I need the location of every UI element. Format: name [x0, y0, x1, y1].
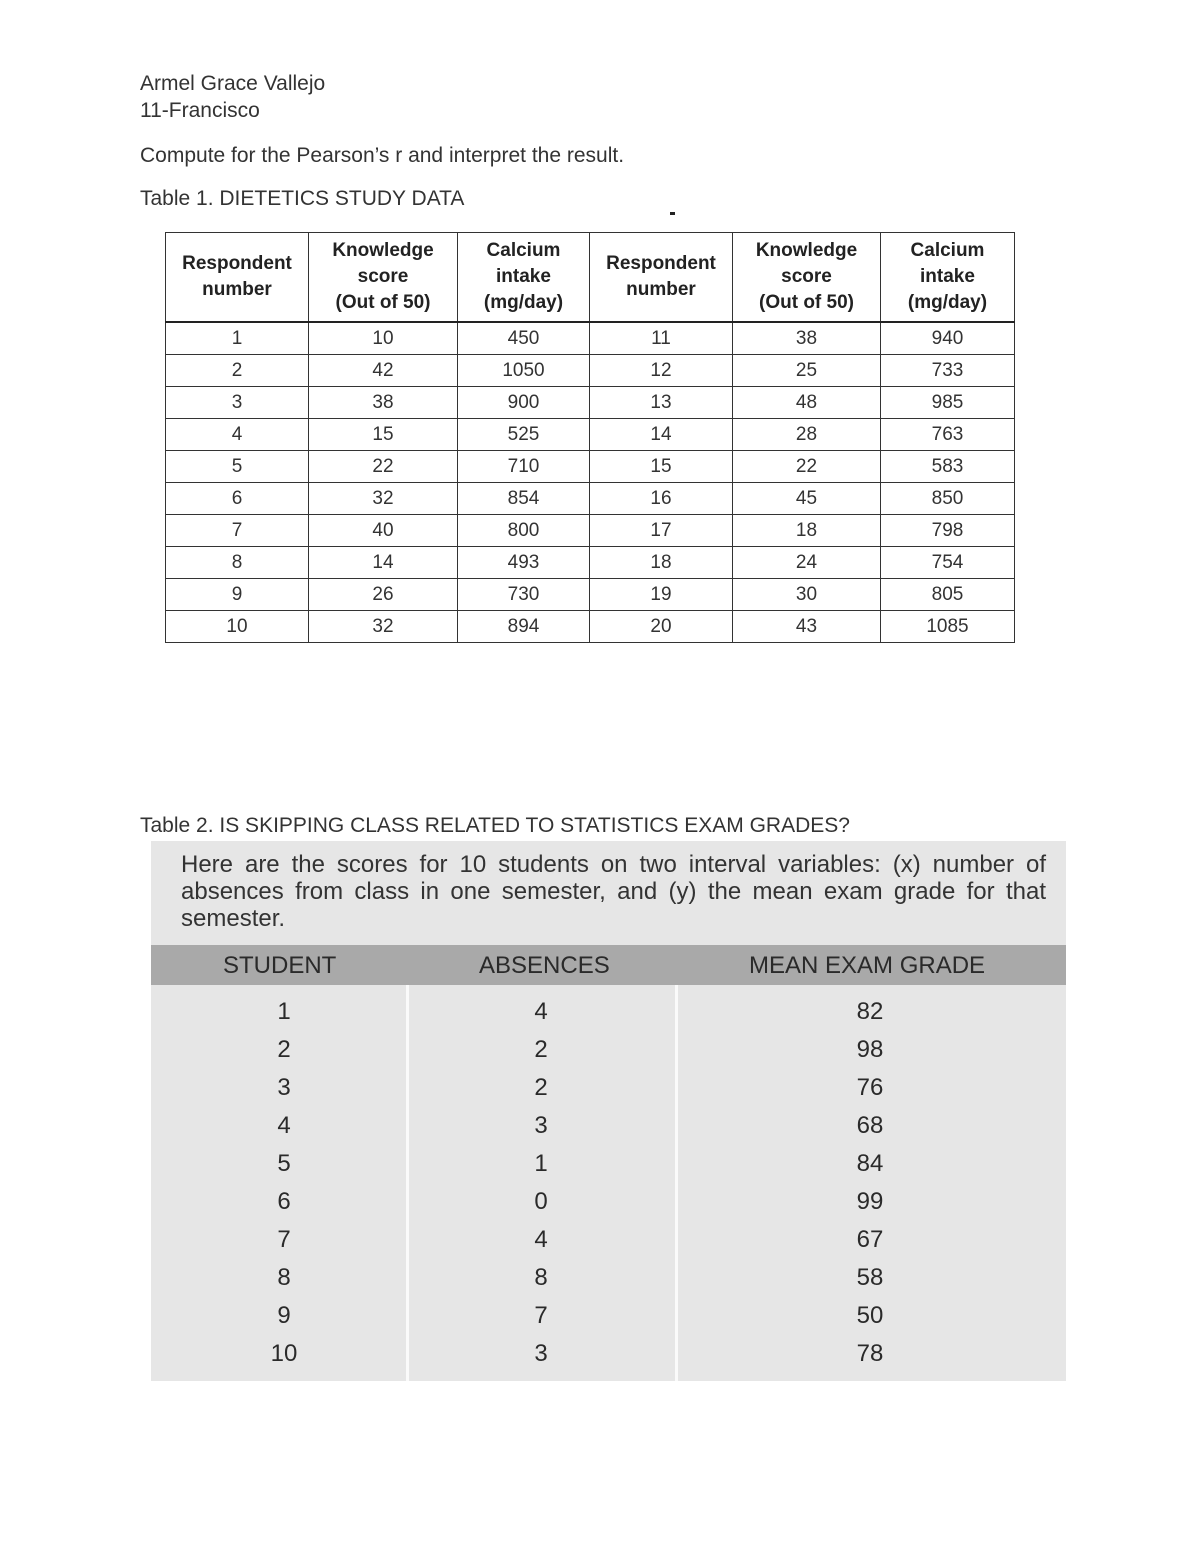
table1-header-cell: [881, 233, 1015, 323]
header-line: intake: [920, 266, 975, 287]
table-cell: 22: [733, 451, 881, 483]
header-line: Calcium: [910, 240, 985, 261]
table-cell: 2: [277, 1036, 291, 1063]
table-cell: 450: [458, 322, 590, 355]
table-cell: 98: [856, 1036, 884, 1063]
table-cell: 28: [733, 419, 881, 451]
table-cell: 493: [458, 547, 590, 579]
table-cell: 3: [166, 387, 309, 419]
table-cell: 43: [733, 611, 881, 643]
table-cell: 24: [733, 547, 881, 579]
table-cell: 5: [277, 1150, 291, 1177]
table-row: [166, 483, 1015, 515]
table2-caption: Table 2. IS SKIPPING CLASS RELATED TO STATISTICS EXAM GRADES?: [140, 814, 850, 837]
table-cell: 11: [590, 322, 733, 355]
table-row: [151, 1150, 1066, 1188]
table1-caption: Table 1. DIETETICS STUDY DATA: [140, 187, 465, 210]
table-cell: 45: [733, 483, 881, 515]
table-cell: 525: [458, 419, 590, 451]
table-cell: 19: [590, 579, 733, 611]
table-cell: 800: [458, 515, 590, 547]
table-cell: 82: [856, 998, 884, 1025]
table-cell: 1: [277, 998, 291, 1025]
header-absences: ABSENCES: [479, 952, 610, 979]
table-cell: 805: [881, 579, 1015, 611]
table-row: [151, 1188, 1066, 1226]
table-cell: 0: [534, 1188, 548, 1215]
table-cell: 4: [534, 998, 548, 1025]
table-cell: 22: [309, 451, 458, 483]
table-cell: 40: [309, 515, 458, 547]
table-cell: 1: [534, 1150, 548, 1177]
table-cell: 38: [733, 322, 881, 355]
table-cell: 84: [856, 1150, 884, 1177]
table-cell: 9: [277, 1302, 291, 1329]
table-row: [151, 1226, 1066, 1264]
table-cell: 798: [881, 515, 1015, 547]
table-cell: 12: [590, 355, 733, 387]
header-line: (Out of 50): [335, 292, 431, 313]
table-cell: 6: [166, 483, 309, 515]
table-cell: 940: [881, 322, 1015, 355]
table1-header-cell: [458, 233, 590, 323]
table1-header-cell: [733, 233, 881, 323]
table-cell: 710: [458, 451, 590, 483]
table-cell: 2: [534, 1074, 548, 1101]
table-cell: 38: [309, 387, 458, 419]
table-cell: 763: [881, 419, 1015, 451]
table-cell: 10: [270, 1340, 298, 1367]
header-line: Knowledge: [755, 240, 858, 261]
header-line: Knowledge: [332, 240, 434, 261]
header-line: score: [357, 266, 409, 287]
table-cell: 67: [856, 1226, 884, 1253]
header-line: (Out of 50): [759, 292, 854, 313]
table-cell: 7: [534, 1302, 548, 1329]
student-section: 11-Francisco: [140, 99, 260, 122]
table-row: [166, 547, 1015, 579]
table-cell: 8: [277, 1264, 291, 1291]
table-cell: 15: [590, 451, 733, 483]
header-line: (mg/day): [483, 292, 564, 313]
table-cell: 13: [590, 387, 733, 419]
table-row: [166, 579, 1015, 611]
table-cell: 4: [166, 419, 309, 451]
table-cell: 2: [534, 1036, 548, 1063]
table-cell: 733: [881, 355, 1015, 387]
table-cell: 1050: [458, 355, 590, 387]
table-row: [151, 1302, 1066, 1340]
table-cell: 2: [166, 355, 309, 387]
table-cell: 850: [881, 483, 1015, 515]
header-line: Respondent: [182, 253, 292, 274]
table-cell: 3: [277, 1074, 291, 1101]
table-cell: 7: [277, 1226, 291, 1253]
student-name: Armel Grace Vallejo: [140, 72, 326, 95]
table1-header-row: [166, 233, 1015, 323]
header-line: intake: [496, 266, 551, 287]
table-row: [151, 1036, 1066, 1074]
table-cell: 17: [590, 515, 733, 547]
table-cell: 68: [856, 1112, 884, 1139]
table-cell: 18: [733, 515, 881, 547]
header-line: Respondent: [606, 253, 716, 274]
table-cell: 25: [733, 355, 881, 387]
stray-mark: [670, 212, 675, 215]
header-mean-exam-grade: MEAN EXAM GRADE: [749, 952, 986, 979]
table-row: [151, 1340, 1066, 1378]
header-line: Calcium: [486, 240, 561, 261]
table-cell: 10: [309, 322, 458, 355]
header-line: number: [202, 279, 272, 300]
table-row: [166, 451, 1015, 483]
table-cell: 58: [856, 1264, 884, 1291]
table-cell: 900: [458, 387, 590, 419]
table-cell: 26: [309, 579, 458, 611]
table-row: [151, 1264, 1066, 1302]
header-student: STUDENT: [223, 952, 337, 979]
table-row: [151, 998, 1066, 1036]
table-cell: 985: [881, 387, 1015, 419]
table2-header-bar: [151, 945, 1066, 985]
table-cell: 4: [534, 1226, 548, 1253]
table-cell: 3: [534, 1112, 548, 1139]
table1-header-cell: [590, 233, 733, 323]
table-cell: 99: [856, 1188, 884, 1215]
table2-body: [151, 998, 1066, 1378]
header-line: score: [781, 266, 832, 287]
table-cell: 16: [590, 483, 733, 515]
table-cell: 78: [856, 1340, 884, 1367]
table-cell: 1085: [881, 611, 1015, 643]
table-cell: 20: [590, 611, 733, 643]
table-row: [166, 355, 1015, 387]
table-cell: 854: [458, 483, 590, 515]
table1-header-cell: [166, 233, 309, 323]
table-cell: 730: [458, 579, 590, 611]
table1-body: [166, 322, 1015, 643]
table-cell: 9: [166, 579, 309, 611]
table-cell: 754: [881, 547, 1015, 579]
table2-intro-text: Here are the scores for 10 students on two interval variables: (x) number of absences from class in one semester, and (y) the mean exam grade for that semester.: [181, 851, 1046, 932]
table-cell: 32: [309, 611, 458, 643]
table-cell: 76: [856, 1074, 884, 1101]
table-cell: 583: [881, 451, 1015, 483]
table-cell: 1: [166, 322, 309, 355]
table-row: [166, 515, 1015, 547]
table-cell: 42: [309, 355, 458, 387]
table-cell: 4: [277, 1112, 291, 1139]
header-line: (mg/day): [907, 292, 988, 313]
dietetics-study-table: [165, 232, 1015, 643]
table-row: [166, 322, 1015, 355]
table-cell: 50: [856, 1302, 884, 1329]
table-row: [166, 387, 1015, 419]
table-cell: 48: [733, 387, 881, 419]
table-cell: 30: [733, 579, 881, 611]
table-cell: 6: [277, 1188, 291, 1215]
table-cell: 5: [166, 451, 309, 483]
table-cell: 8: [534, 1264, 548, 1291]
table1-header-cell: [309, 233, 458, 323]
header-line: number: [626, 279, 696, 300]
table-row: [166, 419, 1015, 451]
table-cell: 14: [309, 547, 458, 579]
instruction-text: Compute for the Pearson’s r and interpret the result.: [140, 144, 625, 167]
table-cell: 14: [590, 419, 733, 451]
table-cell: 32: [309, 483, 458, 515]
table-cell: 894: [458, 611, 590, 643]
table-cell: 15: [309, 419, 458, 451]
table-row: [151, 1074, 1066, 1112]
table-cell: 3: [534, 1340, 548, 1367]
table-row: [166, 611, 1015, 643]
table-row: [151, 1112, 1066, 1150]
absences-grades-panel: [151, 841, 1066, 1381]
table-cell: 10: [166, 611, 309, 643]
table-cell: 18: [590, 547, 733, 579]
table-cell: 8: [166, 547, 309, 579]
table-cell: 7: [166, 515, 309, 547]
